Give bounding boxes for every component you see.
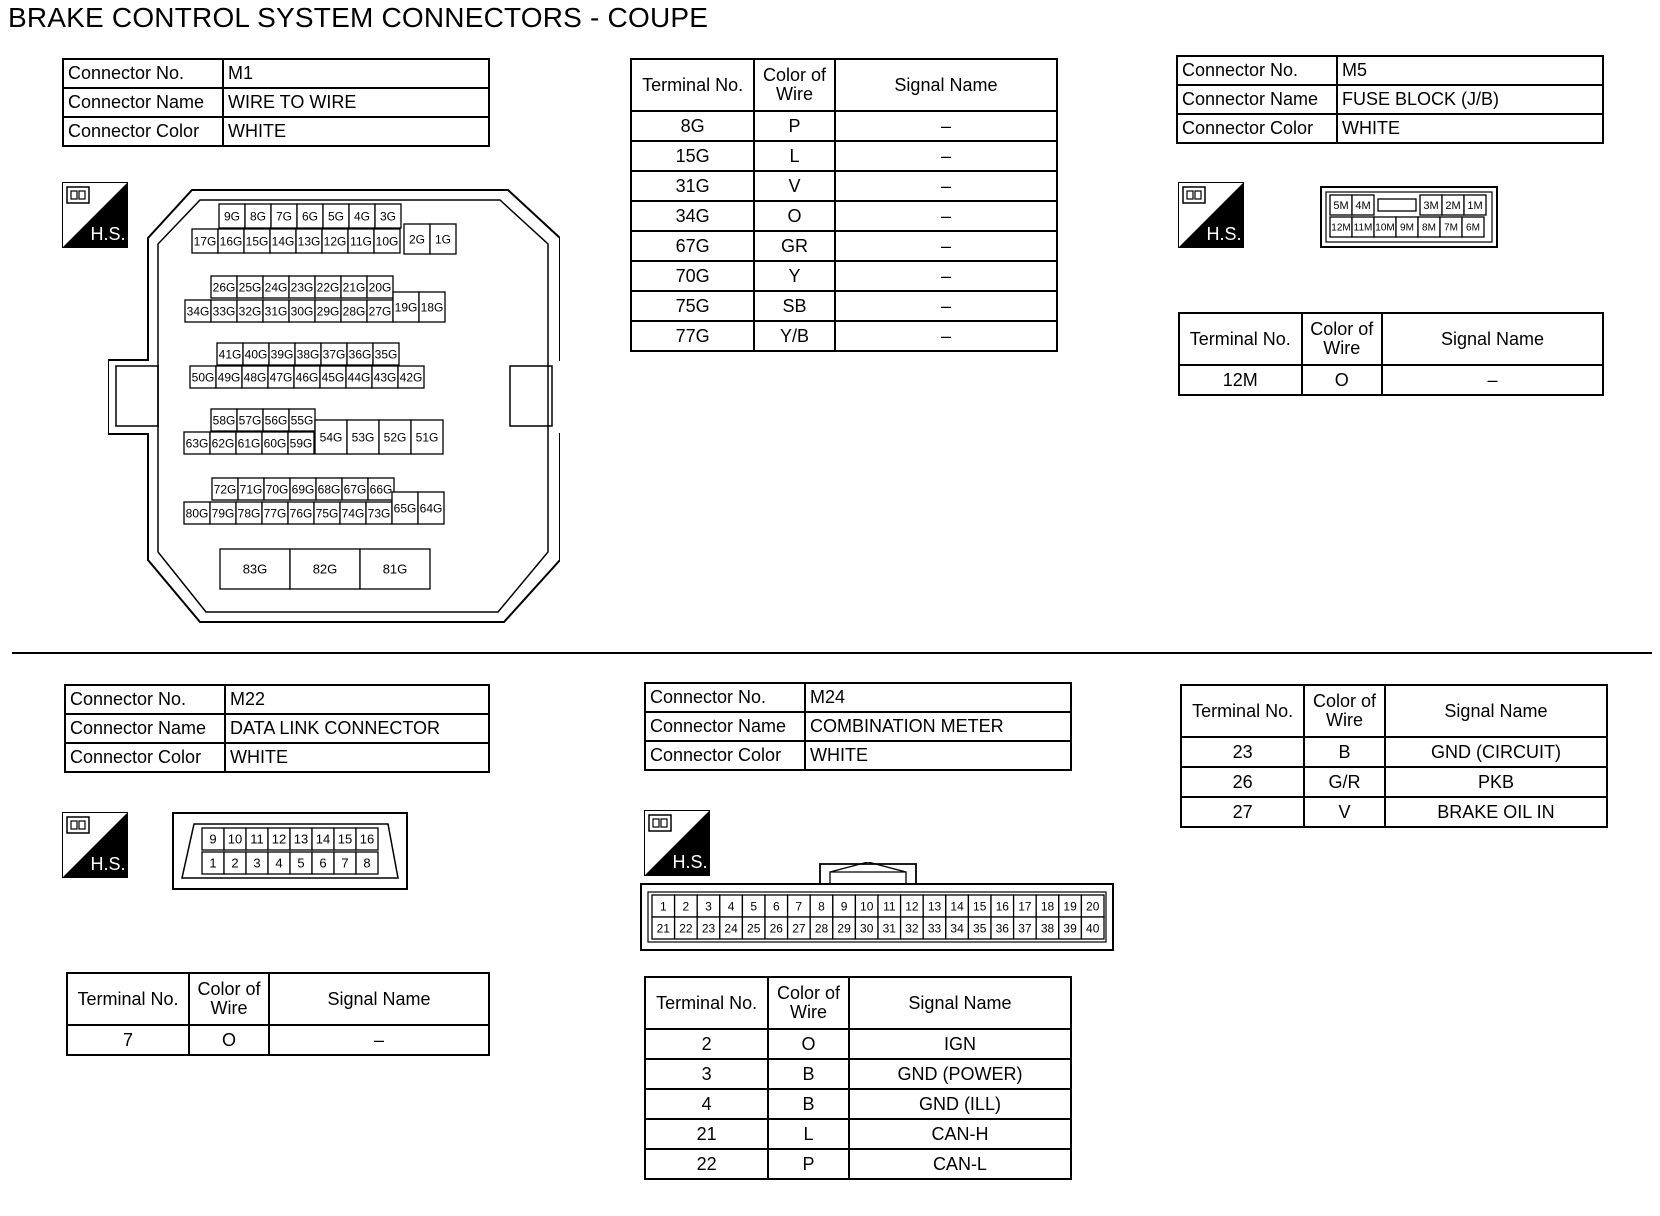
terminal-cell: 2 — [645, 1029, 768, 1059]
pin-label: 8G — [249, 209, 267, 224]
m24-info-table — [644, 682, 1072, 771]
pin-label: 30 — [860, 921, 874, 936]
pin-label: 50G — [191, 370, 215, 385]
pin-label: 64G — [419, 501, 443, 516]
signal-name-cell: BRAKE OIL IN — [1385, 797, 1607, 827]
wire-color-cell: B — [768, 1059, 849, 1089]
m22-connector-face — [172, 812, 410, 892]
pin-label: 67G — [343, 482, 367, 497]
pin-label: 26G — [212, 280, 236, 295]
table-row — [645, 1029, 1071, 1059]
terminal-cell: 34G — [631, 201, 754, 231]
table-row — [1181, 797, 1607, 827]
pin-label: 66G — [369, 482, 393, 497]
table-row — [631, 261, 1057, 291]
pin-label: 55G — [290, 413, 314, 428]
pin-label: 17 — [1018, 899, 1032, 914]
m1-th-wire: Color of Wire — [754, 59, 835, 111]
wire-color-cell: GR — [754, 231, 835, 261]
pin-label: 40 — [1086, 921, 1100, 936]
pin-label: 44G — [347, 370, 371, 385]
m1-label-no: Connector No. — [63, 59, 223, 88]
pin-label: 1G — [434, 232, 452, 247]
pin-label: 15 — [337, 831, 353, 847]
pin-label: 19G — [394, 300, 418, 315]
pin-label: 68G — [317, 482, 341, 497]
pin-label: 17G — [193, 234, 217, 249]
pin-label: 52G — [383, 430, 407, 445]
wire-color-cell: Y/B — [754, 321, 835, 351]
pin-label: 32G — [238, 304, 262, 319]
pin-label: 31G — [264, 304, 288, 319]
terminal-cell: 23 — [1181, 737, 1304, 767]
pin-label: 39 — [1063, 921, 1077, 936]
pin-label: 11 — [883, 899, 896, 914]
pin-label: 82G — [312, 561, 338, 577]
pin-label: 80G — [185, 506, 209, 521]
pin-label: 81G — [382, 561, 408, 577]
pin-label: 2 — [682, 899, 690, 914]
pin-label: 28 — [814, 921, 829, 936]
m24-connector-face — [640, 862, 1116, 952]
m22-th-terminal: Terminal No. — [67, 973, 189, 1025]
m1-connector-name: WIRE TO WIRE — [223, 88, 489, 117]
table-row — [1181, 737, 1607, 767]
m1-info-table — [62, 58, 490, 147]
pin-label: 1 — [659, 899, 667, 914]
pin-label: 36 — [995, 921, 1009, 936]
pin-label: 61G — [237, 436, 261, 451]
pin-label: 9G — [223, 209, 241, 224]
pin-label: 9 — [209, 831, 217, 847]
pin-label: 23G — [290, 280, 314, 295]
pin-label: 34G — [186, 304, 210, 319]
m24a-th-signal: Signal Name — [849, 977, 1071, 1029]
table-row — [631, 201, 1057, 231]
signal-name-cell: – — [1382, 365, 1603, 395]
pin-label: 3 — [253, 855, 261, 871]
pin-label: 35G — [374, 347, 398, 362]
pin-label: 6M — [1466, 222, 1480, 234]
pin-label: 51G — [415, 430, 439, 445]
pin-label: 56G — [264, 413, 288, 428]
terminal-cell: 70G — [631, 261, 754, 291]
hs-label: H.S. — [1206, 224, 1242, 244]
pin-label: 28G — [342, 304, 366, 319]
pin-label: 23 — [701, 921, 716, 936]
pin-label: 33G — [212, 304, 236, 319]
pin-label: 2G — [408, 232, 426, 247]
pin-label: 42G — [399, 370, 423, 385]
pin-label: 10 — [860, 899, 874, 914]
terminal-cell: 3 — [645, 1059, 768, 1089]
m1-th-terminal: Terminal No. — [631, 59, 754, 111]
m24-label-color: Connector Color — [645, 741, 805, 770]
wire-color-cell: O — [189, 1025, 269, 1055]
pin-label: 10M — [1375, 222, 1395, 234]
table-row — [1181, 767, 1607, 797]
pin-label: 69G — [291, 482, 315, 497]
pin-label: 75G — [315, 506, 339, 521]
pin-label: 10G — [375, 234, 399, 249]
pin-label: 7G — [275, 209, 293, 224]
signal-name-cell: – — [835, 261, 1057, 291]
pin-label: 11G — [350, 234, 372, 249]
table-row — [1179, 365, 1603, 395]
pin-label: 24 — [724, 921, 738, 936]
pin-label: 72G — [213, 482, 237, 497]
signal-name-cell: – — [835, 321, 1057, 351]
pin-label: 46G — [295, 370, 319, 385]
pin-label: 74G — [341, 506, 365, 521]
m24-terminal-table-b — [1180, 684, 1608, 828]
wire-color-cell: V — [1304, 797, 1385, 827]
m22-connector-color: WHITE — [225, 743, 489, 772]
pin-label: 7 — [341, 855, 349, 871]
wire-color-cell: L — [754, 141, 835, 171]
signal-name-cell: PKB — [1385, 767, 1607, 797]
table-row — [631, 171, 1057, 201]
hs-harness-side-icon — [62, 812, 128, 878]
m22-label-no: Connector No. — [65, 685, 225, 714]
pin-label: 45G — [321, 370, 345, 385]
pin-label: 16 — [995, 899, 1009, 914]
pin-label: 5 — [297, 855, 305, 871]
hs-harness-side-icon — [1178, 182, 1244, 248]
signal-name-cell: GND (CIRCUIT) — [1385, 737, 1607, 767]
pin-label: 16 — [359, 831, 375, 847]
pin-label: 60G — [263, 436, 287, 451]
table-row — [67, 1025, 489, 1055]
pin-label: 25 — [747, 921, 761, 936]
table-row — [631, 111, 1057, 141]
pin-label: 53G — [351, 430, 375, 445]
pin-label: 14 — [315, 831, 331, 847]
m24b-th-wire: Color of Wire — [1304, 685, 1385, 737]
wire-color-cell: L — [768, 1119, 849, 1149]
m22-connector-no: M22 — [225, 685, 489, 714]
m1-connector-face — [108, 180, 560, 632]
m1-connector-no: M1 — [223, 59, 489, 88]
pin-label: 15 — [973, 899, 987, 914]
wire-color-cell: P — [768, 1149, 849, 1179]
m5-label-no: Connector No. — [1177, 56, 1337, 85]
terminal-cell: 4 — [645, 1089, 768, 1119]
pin-label: 30G — [290, 304, 314, 319]
m1-terminal-table — [630, 58, 1058, 352]
m5-connector-no: M5 — [1337, 56, 1603, 85]
pin-label: 25G — [238, 280, 262, 295]
wire-color-cell: O — [754, 201, 835, 231]
pin-label: 3G — [379, 209, 397, 224]
m22-th-signal: Signal Name — [269, 973, 489, 1025]
signal-name-cell: CAN-L — [849, 1149, 1071, 1179]
m1-connector-color: WHITE — [223, 117, 489, 146]
m5-info-table — [1176, 55, 1604, 144]
m5-connector-name: FUSE BLOCK (J/B) — [1337, 85, 1603, 114]
pin-label: 11 — [250, 831, 264, 847]
pin-label: 20 — [1086, 899, 1100, 914]
pin-label: 4G — [353, 209, 371, 224]
terminal-cell: 67G — [631, 231, 754, 261]
pin-label: 7 — [795, 899, 803, 914]
hs-label: H.S. — [672, 852, 708, 872]
pin-label: 5M — [1333, 199, 1349, 212]
terminal-cell: 27 — [1181, 797, 1304, 827]
m22-label-name: Connector Name — [65, 714, 225, 743]
pin-label: 12G — [323, 234, 347, 249]
pin-label: 57G — [238, 413, 262, 428]
pin-label: 11M — [1353, 222, 1373, 234]
pin-label: 76G — [289, 506, 313, 521]
wire-color-cell: SB — [754, 291, 835, 321]
pin-label: 14 — [950, 899, 964, 914]
table-row — [645, 1119, 1071, 1149]
pin-label: 38 — [1040, 921, 1055, 936]
pin-label: 8 — [363, 855, 371, 871]
signal-name-cell: IGN — [849, 1029, 1071, 1059]
pin-label: 12 — [905, 899, 919, 914]
wire-color-cell: V — [754, 171, 835, 201]
pin-label: 1 — [209, 855, 217, 871]
signal-name-cell: – — [835, 141, 1057, 171]
pin-label: 7M — [1444, 222, 1458, 234]
pin-label: 40G — [244, 347, 268, 362]
table-row — [645, 1089, 1071, 1119]
section-divider — [12, 652, 1652, 654]
pin-label: 71G — [239, 482, 263, 497]
pin-label: 21G — [342, 280, 366, 295]
m22-connector-name: DATA LINK CONNECTOR — [225, 714, 489, 743]
table-row — [645, 1149, 1071, 1179]
m1-th-signal: Signal Name — [835, 59, 1057, 111]
terminal-cell: 77G — [631, 321, 754, 351]
pin-label: 5G — [327, 209, 345, 224]
wire-color-cell: G/R — [1304, 767, 1385, 797]
pin-label: 6G — [301, 209, 319, 224]
pin-label: 77G — [263, 506, 287, 521]
pin-label: 32 — [905, 921, 919, 936]
table-row — [631, 231, 1057, 261]
m24-terminal-table-a — [644, 976, 1072, 1180]
pin-label: 13 — [293, 831, 309, 847]
pin-label: 4 — [275, 855, 283, 871]
pin-label: 43G — [373, 370, 397, 385]
m1-label-name: Connector Name — [63, 88, 223, 117]
pin-label: 65G — [393, 501, 417, 516]
m5-th-signal: Signal Name — [1382, 313, 1603, 365]
wire-color-cell: P — [754, 111, 835, 141]
pin-label: 24G — [264, 280, 288, 295]
pin-label: 59G — [289, 436, 313, 451]
signal-name-cell: – — [835, 201, 1057, 231]
pin-label: 37G — [322, 347, 346, 362]
m24b-th-signal: Signal Name — [1385, 685, 1607, 737]
m22-info-table — [64, 684, 490, 773]
pin-label: 49G — [217, 370, 241, 385]
pin-label: 18G — [420, 300, 444, 315]
pin-label: 47G — [269, 370, 293, 385]
wire-color-cell: B — [1304, 737, 1385, 767]
pin-label: 29G — [316, 304, 340, 319]
pin-label: 10 — [227, 831, 243, 847]
terminal-cell: 7 — [67, 1025, 189, 1055]
m5-connector-color: WHITE — [1337, 114, 1603, 143]
pin-label: 62G — [211, 436, 235, 451]
pin-label: 6 — [319, 855, 327, 871]
m24a-th-terminal: Terminal No. — [645, 977, 768, 1029]
pin-label: 63G — [185, 436, 209, 451]
pin-label: 31 — [882, 921, 896, 936]
signal-name-cell: – — [835, 171, 1057, 201]
terminal-cell: 21 — [645, 1119, 768, 1149]
wire-color-cell: Y — [754, 261, 835, 291]
hs-label: H.S. — [90, 854, 126, 874]
signal-name-cell: CAN-H — [849, 1119, 1071, 1149]
page-title: BRAKE CONTROL SYSTEM CONNECTORS - COUPE — [8, 2, 709, 33]
pin-label: 34 — [950, 921, 964, 936]
pin-label: 79G — [211, 506, 235, 521]
pin-label: 29 — [837, 921, 851, 936]
wire-color-cell: O — [1302, 365, 1382, 395]
pin-label: 27 — [792, 921, 806, 936]
signal-name-cell: – — [269, 1025, 489, 1055]
m5-connector-face — [1320, 186, 1500, 250]
signal-name-cell: – — [835, 231, 1057, 261]
m1-label-color: Connector Color — [63, 117, 223, 146]
pin-label: 4M — [1355, 199, 1371, 212]
pin-label: 39G — [270, 347, 294, 362]
pin-label: 54G — [319, 430, 343, 445]
pin-label: 13 — [927, 899, 942, 914]
hs-label: H.S. — [90, 224, 126, 244]
pin-label: 9 — [840, 899, 848, 914]
pin-label: 58G — [212, 413, 236, 428]
pin-label: 41G — [218, 347, 242, 362]
terminal-cell: 22 — [645, 1149, 768, 1179]
pin-label: 2 — [231, 855, 239, 871]
pin-label: 38G — [296, 347, 320, 362]
pin-label: 20G — [368, 280, 392, 295]
pin-label: 48G — [243, 370, 267, 385]
pin-label: 21 — [656, 921, 670, 936]
m5-th-wire: Color of Wire — [1302, 313, 1382, 365]
table-row — [645, 1059, 1071, 1089]
pin-label: 83G — [242, 561, 268, 577]
signal-name-cell: – — [835, 111, 1057, 141]
pin-label: 37 — [1018, 921, 1032, 936]
m24-connector-no: M24 — [805, 683, 1071, 712]
pin-label: 70G — [265, 482, 289, 497]
pin-label: 14G — [271, 234, 295, 249]
pin-label: 3 — [705, 899, 712, 914]
terminal-cell: 75G — [631, 291, 754, 321]
pin-label: 78G — [237, 506, 261, 521]
pin-label: 15G — [245, 234, 269, 249]
pin-label: 22G — [316, 280, 340, 295]
m5-label-name: Connector Name — [1177, 85, 1337, 114]
pin-label: 2M — [1445, 199, 1461, 212]
m22-th-wire: Color of Wire — [189, 973, 269, 1025]
m22-label-color: Connector Color — [65, 743, 225, 772]
m24a-th-wire: Color of Wire — [768, 977, 849, 1029]
signal-name-cell: – — [835, 291, 1057, 321]
pin-label: 8M — [1422, 222, 1436, 234]
m24-connector-color: WHITE — [805, 741, 1071, 770]
pin-label: 36G — [348, 347, 372, 362]
signal-name-cell: GND (ILL) — [849, 1089, 1071, 1119]
pin-label: 33 — [927, 921, 942, 936]
terminal-cell: 15G — [631, 141, 754, 171]
m24b-th-terminal: Terminal No. — [1181, 685, 1304, 737]
terminal-cell: 12M — [1179, 365, 1302, 395]
m5-th-terminal: Terminal No. — [1179, 313, 1302, 365]
pin-label: 8 — [818, 899, 825, 914]
pin-label: 16G — [219, 234, 243, 249]
pin-label: 12 — [271, 831, 287, 847]
pin-label: 35 — [973, 921, 987, 936]
pin-label: 13G — [297, 234, 321, 249]
terminal-cell: 26 — [1181, 767, 1304, 797]
pin-label: 19 — [1063, 899, 1077, 914]
pin-label: 27G — [368, 304, 392, 319]
table-row — [631, 321, 1057, 351]
table-row — [631, 141, 1057, 171]
m5-label-color: Connector Color — [1177, 114, 1337, 143]
pin-label: 3M — [1423, 199, 1439, 212]
m24-label-name: Connector Name — [645, 712, 805, 741]
pin-label: 22 — [679, 921, 693, 936]
pin-label: 9M — [1400, 222, 1414, 234]
pin-label: 1M — [1467, 199, 1483, 212]
pin-label: 5 — [750, 899, 758, 914]
table-row — [631, 291, 1057, 321]
terminal-cell: 31G — [631, 171, 754, 201]
m24-connector-name: COMBINATION METER — [805, 712, 1071, 741]
pin-label: 26 — [769, 921, 783, 936]
pin-label: 6 — [772, 899, 780, 914]
pin-label: 12M — [1331, 222, 1351, 234]
pin-label: 73G — [367, 506, 391, 521]
pin-label: 4 — [727, 899, 735, 914]
pin-label: 18 — [1040, 899, 1055, 914]
wire-color-cell: O — [768, 1029, 849, 1059]
m24-label-no: Connector No. — [645, 683, 805, 712]
signal-name-cell: GND (POWER) — [849, 1059, 1071, 1089]
m22-terminal-table — [66, 972, 490, 1056]
wire-color-cell: B — [768, 1089, 849, 1119]
m5-terminal-table — [1178, 312, 1604, 396]
terminal-cell: 8G — [631, 111, 754, 141]
